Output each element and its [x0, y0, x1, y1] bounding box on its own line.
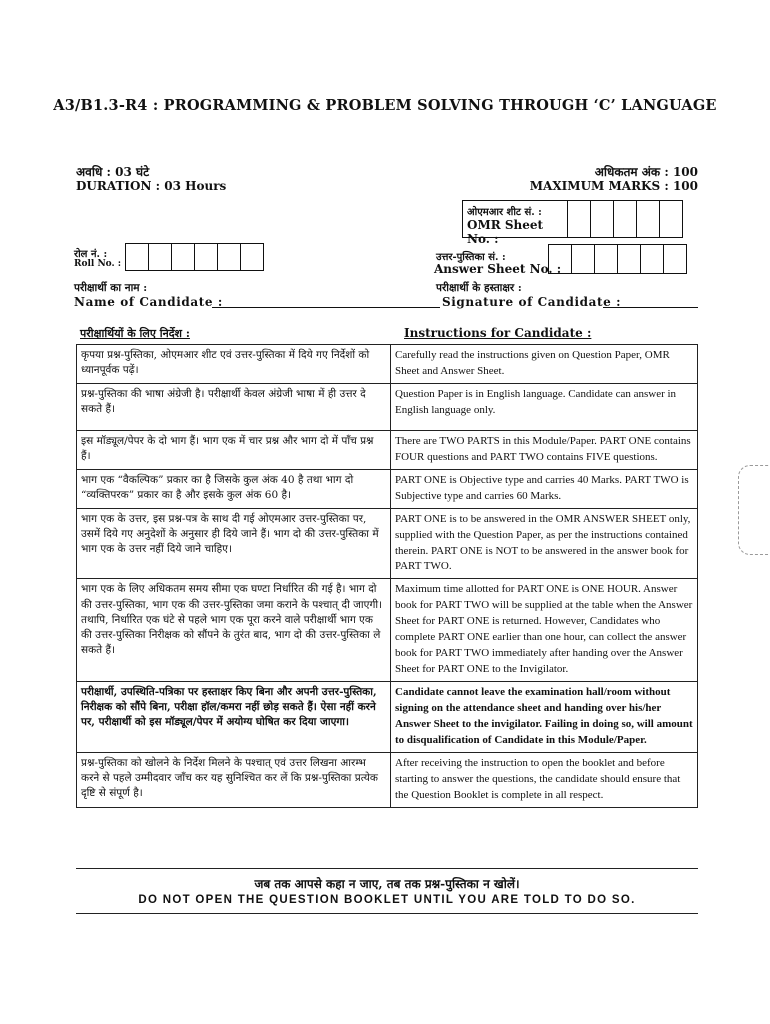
digit-box[interactable]: [613, 200, 637, 238]
digit-box[interactable]: [617, 244, 641, 274]
signature-label-hindi: परीक्षार्थी के हस्ताक्षर :: [436, 282, 522, 294]
answer-sheet-label-english: Answer Sheet No. :: [434, 262, 562, 276]
footer-hindi: जब तक आपसे कहा न जाए, तब तक प्रश्न-पुस्तिका न खोलें।: [254, 877, 520, 891]
instruction-hindi: भाग एक के लिए अधिकतम समय सीमा एक घण्टा निर्धारित की गई है। भाग दो की उत्तर-पुस्तिका, भाग एक की उत्तर-पुस्तिका जमा कराने के पश्चात् दी जाएगी। तथापि, निर्धारित एक घंटे से पहले भाग एक पूरा करने वाले परीक्षार्थी भाग एक की उत्तर-पुस्तिका निरीक्षक को सौंपने के तुरंत बाद, भाग दो की उत्तर-पुस्तिका ले सकते हैं।: [77, 579, 391, 682]
digit-box[interactable]: [217, 243, 241, 271]
answer-sheet-label-hindi: उत्तर-पुस्तिका सं. :: [436, 252, 506, 263]
instruction-english: Maximum time allotted for PART ONE is ONE HOUR. Answer book for PART TWO will be supplied at the table when the Answer Sheet for PART ONE is returned. However, Candidates who complete PART ONE earlier than one hour, can collect the answer book for PART TWO immediately after handing over the Answer Sheet for PART ONE to the Invigilator.: [391, 579, 698, 682]
digit-box[interactable]: [640, 244, 664, 274]
instruction-row: [77, 682, 698, 753]
digit-box[interactable]: [659, 200, 683, 238]
digit-box[interactable]: [148, 243, 172, 271]
instruction-hindi: इस मॉड्यूल/पेपर के दो भाग हैं। भाग एक में चार प्रश्न और भाग दो में पाँच प्रश्न हैं।: [77, 430, 391, 469]
instruction-row: [77, 345, 698, 384]
omr-sheet-number-boxes[interactable]: [568, 200, 683, 238]
signature-field[interactable]: [603, 297, 698, 308]
footer-english: DO NOT OPEN THE QUESTION BOOKLET UNTIL YOU ARE TOLD TO DO SO.: [138, 894, 636, 906]
instruction-english: Carefully read the instructions given on Question Paper, OMR Sheet and Answer Sheet.: [391, 345, 698, 384]
instructions-table: [76, 344, 698, 808]
instructions-heading-english: Instructions for Candidate :: [404, 326, 592, 340]
max-marks-hindi: अधिकतम अंक : 100: [594, 165, 698, 179]
roll-number-boxes[interactable]: [126, 243, 264, 271]
answer-sheet-number-boxes[interactable]: [549, 244, 687, 274]
omr-sheet-label-box: [462, 200, 568, 246]
digit-box[interactable]: [663, 244, 687, 274]
digit-box[interactable]: [590, 200, 614, 238]
duration-hindi: अवधि : 03 घंटे: [76, 165, 150, 179]
instruction-hindi: प्रश्न-पुस्तिका को खोलने के निर्देश मिलने के पश्चात् एवं उत्तर लिखना आरम्भ करने से पहले उम्मीदवार जाँच कर यह सुनिश्चित कर लें कि प्रश्न-पुस्तिका प्रत्येक दृष्टि से संपूर्ण है।: [77, 752, 391, 807]
digit-box[interactable]: [548, 244, 572, 274]
instruction-english: There are TWO PARTS in this Module/Paper. PART ONE contains FOUR questions and PART TWO contains FIVE questions.: [391, 430, 698, 469]
digit-box[interactable]: [171, 243, 195, 271]
instruction-hindi: प्रश्न-पुस्तिका की भाषा अंग्रेजी है। परीक्षार्थी केवल अंग्रेजी भाषा में ही उत्तर दे सकते हैं।: [77, 383, 391, 430]
omr-label-english: OMR Sheet No. :: [467, 218, 544, 246]
instruction-row: [77, 579, 698, 682]
duration-english: DURATION : 03 Hours: [76, 179, 227, 193]
omr-label-hindi: ओएमआर शीट सं. :: [467, 207, 542, 218]
instruction-english: Question Paper is in English language. Candidate can answer in English language only.: [391, 383, 698, 430]
instruction-row: [77, 469, 698, 508]
instruction-hindi: कृपया प्रश्न-पुस्तिका, ओएमआर शीट एवं उत्तर-पुस्तिका में दिये गए निर्देशों को ध्यानपूर्वक पढ़ें।: [77, 345, 391, 384]
instruction-hindi: भाग एक “वैकल्पिक” प्रकार का है जिसके कुल अंक 40 है तथा भाग दो “व्यक्तिपरक” प्रकार का है और इसके कुल अंक 60 है।: [77, 469, 391, 508]
roll-label-hindi: रोल नं. :: [74, 249, 108, 260]
instruction-english: After receiving the instruction to open the booklet and before starting to answer the questions, the candidate should ensure that the Question Booklet is complete in all respect.: [391, 752, 698, 807]
instruction-row: [77, 752, 698, 807]
digit-box[interactable]: [240, 243, 264, 271]
max-marks-english: MAXIMUM MARKS : 100: [529, 179, 698, 193]
name-label-hindi: परीक्षार्थी का नाम :: [74, 282, 148, 294]
instruction-english: Candidate cannot leave the examination hall/room without signing on the attendance sheet and handing over his/her Answer Sheet to the invigilator. Failing in doing so, will amount to disqualification of Candidate in this Module/Paper.: [391, 682, 698, 753]
instruction-row: [77, 383, 698, 430]
roll-label-english: Roll No. :: [74, 259, 122, 269]
page-edge-mark: [738, 465, 770, 555]
digit-box[interactable]: [571, 244, 595, 274]
page-title: A3/B1.3-R4 : PROGRAMMING & PROBLEM SOLVING THROUGH ‘C’ LANGUAGE: [53, 97, 717, 114]
digit-box[interactable]: [594, 244, 618, 274]
instruction-hindi: भाग एक के उत्तर, इस प्रश्न-पत्र के साथ दी गई ओएमआर उत्तर-पुस्तिका पर, उसमें दिये गए अनुदेशों के अनुसार ही दिये जाने हैं। भाग दो की उत्तर-पुस्तिका में भाग एक के उत्तर नहीं दिये जाने चाहिए।: [77, 508, 391, 579]
digit-box[interactable]: [194, 243, 218, 271]
instruction-english: PART ONE is Objective type and carries 40 Marks. PART TWO is Subjective type and carries 60 Marks.: [391, 469, 698, 508]
footer-notice: [76, 868, 698, 914]
name-field[interactable]: [212, 297, 440, 308]
name-label-english: Name of Candidate :: [74, 295, 223, 309]
digit-box[interactable]: [636, 200, 660, 238]
instructions-heading-hindi: परीक्षार्थियों के लिए निर्देश :: [80, 327, 190, 340]
digit-box[interactable]: [125, 243, 149, 271]
instruction-row: [77, 430, 698, 469]
instruction-english: PART ONE is to be answered in the OMR ANSWER SHEET only, supplied with the Question Paper, as per the instructions contained therein. PART ONE is NOT to be answered in the answer book for PART TWO.: [391, 508, 698, 579]
signature-label-english: Signature of Candidate :: [442, 295, 622, 309]
instruction-row: [77, 508, 698, 579]
instruction-hindi: परीक्षार्थी, उपस्थिति-पत्रिका पर हस्ताक्षर किए बिना और अपनी उत्तर-पुस्तिका, निरीक्षक को सौंपे बिना, परीक्षा हॉल/कमरा नहीं छोड़ सकते हैं। ऐसा नहीं करने पर, परीक्षार्थी को इस मॉड्यूल/पेपर में अयोग्य घोषित कर दिया जाएगा।: [77, 682, 391, 753]
digit-box[interactable]: [567, 200, 591, 238]
